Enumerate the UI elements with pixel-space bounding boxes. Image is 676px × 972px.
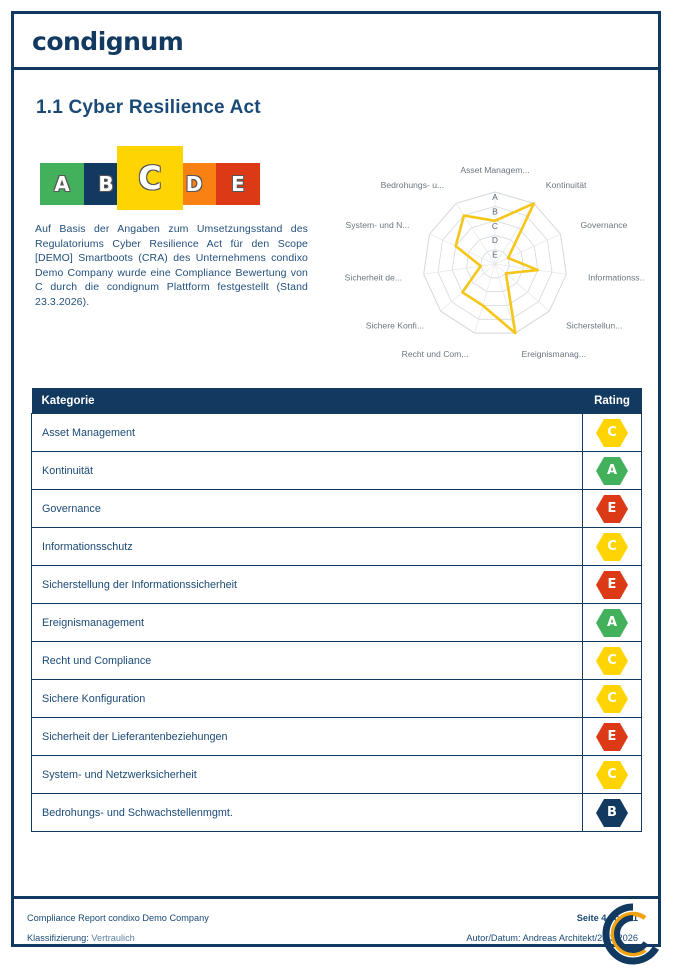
grade-box-e (216, 163, 260, 205)
rating-hexagon-icon (595, 456, 629, 486)
table-row (32, 452, 642, 490)
radar-axis-label: System- und N... (345, 220, 410, 230)
table-row (32, 680, 642, 718)
rating-hexagon-icon (595, 684, 629, 714)
grade-letter: C (138, 159, 162, 197)
rating-letter: B (607, 805, 617, 820)
radar-chart (336, 152, 658, 360)
table-row (32, 718, 642, 756)
rating-hexagon-icon (595, 798, 629, 828)
rating-hexagon-icon (595, 646, 629, 676)
cell-category: Informationsschutz (32, 528, 583, 566)
column-header-kategorie: Kategorie (32, 388, 583, 414)
cell-category: Bedrohungs- und Schwachstellenmgmt. (32, 794, 583, 832)
cell-category: Ereignismanagement (32, 604, 583, 642)
radar-axis-line (424, 264, 495, 274)
footer-classification-label: Klassifizierung: (27, 933, 89, 943)
summary-paragraph: Auf Basis der Angaben zum Umsetzungsstand des Regulatoriums Cyber Resilience Act für den Scope [DEMO] Smartboots (CRA) des Unternehmens condixo Demo Company wurde eine Compliance Bewertung von C durch die condignum Plattform festgestellt (Stand 23.3.2026). (35, 223, 308, 308)
cell-rating (583, 604, 642, 642)
grade-letter: A (54, 172, 70, 196)
cell-rating (583, 490, 642, 528)
rating-letter: C (607, 691, 617, 706)
table-row (32, 414, 642, 452)
grade-scale (40, 146, 310, 212)
footer-report-title: Compliance Report condixo Demo Company (27, 913, 209, 923)
rating-letter: C (607, 653, 617, 668)
grade-box-a (40, 163, 84, 205)
condignum-mark-svg (600, 901, 666, 967)
rating-letter: A (606, 463, 618, 478)
cell-rating (583, 718, 642, 756)
cell-category: Sicherstellung der Informationssicherheit (32, 566, 583, 604)
table-row (32, 756, 642, 794)
condignum-logo: condignum (32, 27, 184, 56)
table-row (32, 528, 642, 566)
footer-page-number: Seite 4 von 51 (576, 913, 638, 923)
cell-rating (583, 566, 642, 604)
radar-axis-label: Recht und Com... (401, 349, 469, 360)
cell-rating (583, 642, 642, 680)
page-header (14, 14, 658, 70)
rating-hexagon-icon (595, 570, 629, 600)
radar-scale-label: B (492, 206, 498, 217)
radar-scale-label: C (491, 220, 499, 231)
grade-letter: D (185, 172, 203, 196)
cell-category: Kontinuität (32, 452, 583, 490)
cell-category: Asset Management (32, 414, 583, 452)
rating-letter: C (607, 539, 617, 554)
rating-hexagon-icon (595, 722, 629, 752)
condignum-mark-icon (600, 901, 666, 967)
table-header-row (32, 388, 642, 414)
footer-author-label: Autor/Datum: (466, 933, 521, 943)
cell-rating (583, 756, 642, 794)
rating-hexagon-icon (595, 418, 629, 448)
radar-scale-label: A (492, 192, 498, 202)
page-title: 1.1 Cyber Resilience Act (36, 97, 261, 118)
radar-axis-line (475, 264, 495, 333)
radar-axis-label: Kontinuität (545, 179, 587, 190)
grade-letter: B (98, 172, 114, 196)
radar-svg (336, 152, 658, 360)
footer-classification (27, 933, 135, 943)
cell-category: System- und Netzwerksicherheit (32, 756, 583, 794)
category-rating-table (31, 388, 642, 832)
rating-hexagon-icon (595, 608, 629, 638)
rating-letter: C (607, 767, 617, 782)
page-footer (14, 896, 658, 944)
radar-axis-label: Bedrohungs- u... (380, 179, 445, 190)
table-row (32, 566, 642, 604)
radar-axis-label: Informationss.. (588, 272, 645, 283)
rating-hexagon-icon (595, 760, 629, 790)
cell-category: Recht und Compliance (32, 642, 583, 680)
cell-rating (583, 414, 642, 452)
cell-rating (583, 452, 642, 490)
radar-axis-label: Ereignismanag... (521, 349, 586, 360)
rating-letter: E (607, 501, 617, 516)
table-row (32, 604, 642, 642)
cell-category: Sichere Konfiguration (32, 680, 583, 718)
rating-hexagon-icon (595, 532, 629, 562)
footer-classification-value: Vertraulich (91, 933, 135, 943)
radar-axis-label: Governance (580, 220, 628, 230)
radar-scale-label: E (492, 249, 498, 260)
radar-axis-label: Sicherheit de... (344, 272, 402, 283)
table-row (32, 490, 642, 528)
radar-scale-label: D (491, 235, 499, 246)
rating-hexagon-icon (595, 494, 629, 524)
column-header-rating: Rating (583, 388, 642, 414)
rating-letter: A (606, 615, 618, 630)
cell-category: Governance (32, 490, 583, 528)
cell-rating (583, 528, 642, 566)
rating-letter: C (607, 425, 617, 440)
radar-axis-label: Sicherstellun... (566, 320, 623, 331)
table-row (32, 794, 642, 832)
radar-axis-label: Asset Managem... (460, 165, 530, 175)
grade-letter: E (231, 172, 245, 196)
radar-axis-label: Sichere Konfi... (365, 320, 424, 331)
table-row (32, 642, 642, 680)
rating-letter: E (607, 577, 617, 592)
cell-rating (583, 794, 642, 832)
cell-rating (583, 680, 642, 718)
grade-box-c (117, 146, 183, 210)
footer-author-value: Andreas Architekt/23.3.2026 (522, 933, 638, 943)
cell-category: Sicherheit der Lieferantenbeziehungen (32, 718, 583, 756)
rating-letter: E (607, 729, 617, 744)
